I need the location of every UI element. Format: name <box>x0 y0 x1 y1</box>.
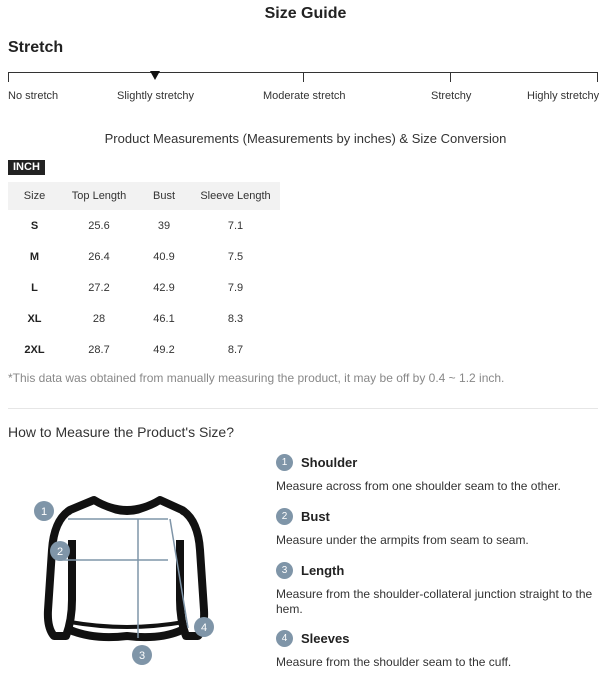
column-header: Top Length <box>61 182 137 210</box>
sleeve-length-cell: 7.5 <box>227 250 244 263</box>
svg-text:3: 3 <box>138 650 146 662</box>
stretch-label-slight: Slightly stretchy <box>117 90 195 102</box>
size-cell: 2XL <box>24 343 45 356</box>
unit-badge: INCH <box>8 160 45 175</box>
bust-cell: 39 <box>157 219 171 232</box>
table-row <box>8 303 280 334</box>
svg-text:4: 4 <box>200 622 208 634</box>
step-name: Length <box>301 563 345 578</box>
sleeve-length-cell: 8.7 <box>227 343 244 356</box>
size-cell: L <box>31 281 38 294</box>
step-name: Bust <box>301 509 330 524</box>
table-row <box>8 241 280 272</box>
size-cell: S <box>30 219 39 232</box>
step-description: Measure under the armpits from seam to seam. <box>276 533 529 547</box>
measure-step-shoulder <box>276 454 601 494</box>
page-title: Size Guide <box>264 5 347 22</box>
step-description: Measure across from one shoulder seam to the other. <box>276 479 561 493</box>
step-number-badge: 3 <box>276 562 293 579</box>
scale-tick <box>8 73 9 82</box>
measure-step-sleeves <box>276 630 601 670</box>
scale-tick <box>303 73 304 82</box>
top-length-cell: 28 <box>92 312 106 325</box>
sweater-diagram-icon <box>32 490 222 670</box>
column-header: Sleeve Length <box>191 182 280 210</box>
measure-step-bust <box>276 508 601 548</box>
step-number-badge: 4 <box>276 630 293 647</box>
scale-tick <box>450 73 451 82</box>
stretch-scale <box>8 72 598 82</box>
step-name: Shoulder <box>301 455 358 470</box>
table-header-row <box>8 182 280 210</box>
svg-text:1: 1 <box>40 506 48 518</box>
step-description: Measure from the shoulder-collateral junction straight to the hem. <box>276 587 593 616</box>
top-length-cell: 27.2 <box>88 281 110 294</box>
bust-cell: 40.9 <box>153 250 175 263</box>
stretch-label-stretchy: Stretchy <box>431 90 472 102</box>
sleeve-length-cell: 7.1 <box>227 219 244 232</box>
top-length-cell: 25.6 <box>88 219 110 232</box>
table-row <box>8 272 280 303</box>
bust-cell: 46.1 <box>153 312 175 325</box>
svg-text:2: 2 <box>56 546 64 558</box>
stretch-label-none: No stretch <box>8 90 59 102</box>
sleeve-length-cell: 7.9 <box>227 281 244 294</box>
bust-cell: 42.9 <box>153 281 175 294</box>
bust-cell: 49.2 <box>153 343 175 356</box>
size-cell: XL <box>27 312 42 325</box>
measure-step-length <box>276 562 601 617</box>
size-cell: M <box>29 250 40 263</box>
section-divider <box>8 408 598 409</box>
top-length-cell: 26.4 <box>88 250 110 263</box>
step-description: Measure from the shoulder seam to the cuff. <box>276 655 512 669</box>
table-row <box>8 210 280 241</box>
column-header: Size <box>8 182 61 210</box>
how-to-title: How to Measure the Product's Size? <box>8 424 235 440</box>
step-number-badge: 2 <box>276 508 293 525</box>
scale-tick <box>597 73 598 82</box>
step-name: Sleeves <box>301 631 350 646</box>
stretch-label-moderate: Moderate stretch <box>263 90 346 102</box>
stretch-label-high: Highly stretchy <box>527 90 600 102</box>
column-header: Bust <box>137 182 191 210</box>
top-length-cell: 28.7 <box>88 343 110 356</box>
step-number-badge: 1 <box>276 454 293 471</box>
sleeve-length-cell: 8.3 <box>227 312 244 325</box>
measurements-title: Product Measurements (Measurements by inches) & Size Conversion <box>104 131 507 146</box>
measurement-note: *This data was obtained from manually measuring the product, it may be off by 0.4 ~ 1.2 inch. <box>8 371 505 385</box>
stretch-marker-icon <box>150 71 160 80</box>
table-row <box>8 334 280 365</box>
stretch-heading: Stretch <box>8 39 64 56</box>
size-table <box>8 182 280 365</box>
